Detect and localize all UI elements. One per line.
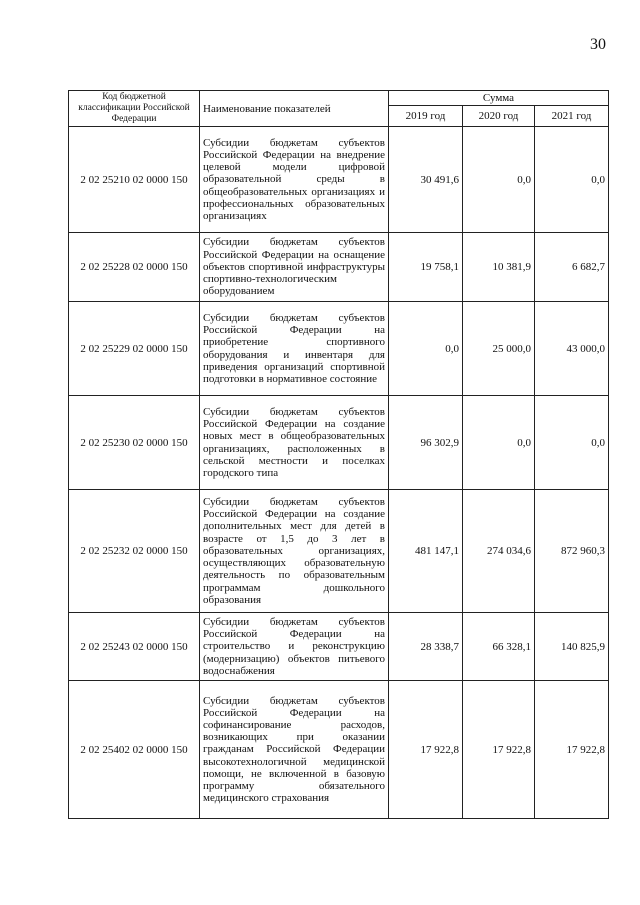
budget-code: 2 02 25228 02 0000 150 bbox=[69, 233, 200, 302]
header-year-2020: 2020 год bbox=[463, 106, 535, 127]
budget-code: 2 02 25232 02 0000 150 bbox=[69, 490, 200, 613]
header-sum: Сумма bbox=[389, 91, 609, 106]
header-year-2019: 2019 год bbox=[389, 106, 463, 127]
value-2019: 30 491,6 bbox=[389, 127, 463, 233]
value-2019: 0,0 bbox=[389, 302, 463, 396]
indicator-name: Субсидии бюджетам субъектов Российской Федерации на софинансирование расходов, возникающих при оказании гражданам Российской Федерации высокотехнологичной медицинской помощи, не включенной в базовую программу обязательного медицинского страхования bbox=[200, 681, 389, 819]
value-2020: 25 000,0 bbox=[463, 302, 535, 396]
value-2019: 19 758,1 bbox=[389, 233, 463, 302]
budget-code: 2 02 25402 02 0000 150 bbox=[69, 681, 200, 819]
indicator-name: Субсидии бюджетам субъектов Российской Федерации на создание новых мест в общеобразовательных организациях, расположенных в сельской местности и поселках городского типа bbox=[200, 396, 389, 490]
value-2021: 43 000,0 bbox=[535, 302, 609, 396]
budget-code: 2 02 25230 02 0000 150 bbox=[69, 396, 200, 490]
value-2021: 872 960,3 bbox=[535, 490, 609, 613]
value-2020: 0,0 bbox=[463, 127, 535, 233]
value-2021: 6 682,7 bbox=[535, 233, 609, 302]
value-2021: 17 922,8 bbox=[535, 681, 609, 819]
value-2019: 481 147,1 bbox=[389, 490, 463, 613]
value-2019: 28 338,7 bbox=[389, 613, 463, 681]
header-name: Наименование показателей bbox=[200, 91, 389, 127]
value-2020: 17 922,8 bbox=[463, 681, 535, 819]
page-number: 30 bbox=[590, 36, 606, 53]
value-2021: 0,0 bbox=[535, 396, 609, 490]
budget-code: 2 02 25229 02 0000 150 bbox=[69, 302, 200, 396]
indicator-name: Субсидии бюджетам субъектов Российской Федерации на оснащение объектов спортивной инфраструктуры спортивно-технологическим оборудованием bbox=[200, 233, 389, 302]
value-2021: 140 825,9 bbox=[535, 613, 609, 681]
value-2020: 10 381,9 bbox=[463, 233, 535, 302]
budget-code: 2 02 25243 02 0000 150 bbox=[69, 613, 200, 681]
value-2021: 0,0 bbox=[535, 127, 609, 233]
value-2020: 66 328,1 bbox=[463, 613, 535, 681]
table-row bbox=[69, 127, 609, 233]
header-code: Код бюджетной классификации Российской Федерации bbox=[69, 91, 200, 127]
indicator-name: Субсидии бюджетам субъектов Российской Федерации на создание дополнительных мест для детей в возрасте от 1,5 до 3 лет в образовательных организациях, осуществляющих образовательную деятельность по образовательным программам дошкольного образования bbox=[200, 490, 389, 613]
value-2019: 96 302,9 bbox=[389, 396, 463, 490]
table-row bbox=[69, 233, 609, 302]
budget-code: 2 02 25210 02 0000 150 bbox=[69, 127, 200, 233]
table-row bbox=[69, 302, 609, 396]
indicator-name: Субсидии бюджетам субъектов Российской Федерации на строительство и реконструкцию (модернизацию) объектов питьевого водоснабжения bbox=[200, 613, 389, 681]
value-2019: 17 922,8 bbox=[389, 681, 463, 819]
header-year-2021: 2021 год bbox=[535, 106, 609, 127]
table-row bbox=[69, 613, 609, 681]
indicator-name: Субсидии бюджетам субъектов Российской Федерации на внедрение целевой модели цифровой образовательной среды в общеобразовательных организациях и профессиональных образовательных организациях bbox=[200, 127, 389, 233]
table-row bbox=[69, 396, 609, 490]
budget-table bbox=[68, 90, 609, 819]
value-2020: 274 034,6 bbox=[463, 490, 535, 613]
table-row bbox=[69, 681, 609, 819]
indicator-name: Субсидии бюджетам субъектов Российской Федерации на приобретение спортивного оборудования и инвентаря для приведения организаций спортивной подготовки в нормативное состояние bbox=[200, 302, 389, 396]
table-row bbox=[69, 490, 609, 613]
value-2020: 0,0 bbox=[463, 396, 535, 490]
